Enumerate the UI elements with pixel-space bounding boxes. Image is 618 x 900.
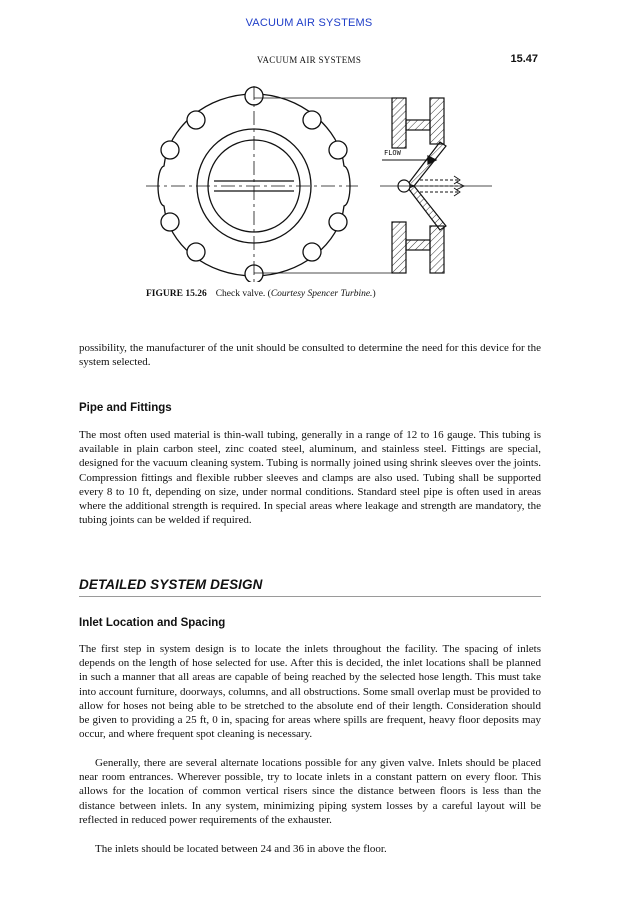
- inlet-paragraph-2: Generally, there are several alternate locations possible for any given valve. Inlets should be placed near room entrances. Wherever possible, try to locate inlets in a constant pattern on every floor. This allows for the location of common vertical risers since the distance between floors is less than the distance between inlets. In any system, minimizing piping system losses by a careful layout will be reflected in reduced power requirements of the exhauster.: [79, 757, 541, 826]
- flange-front-view: [146, 86, 358, 282]
- bolt-notch: [303, 111, 321, 129]
- bolt-notch: [329, 213, 347, 231]
- bolt-notch: [161, 141, 179, 159]
- body-wall-top: [406, 120, 430, 130]
- valve-disc-lower: [408, 186, 446, 230]
- flow-label: FLOW: [384, 149, 401, 157]
- running-head: VACUUM AIR SYSTEMS: [256, 55, 362, 65]
- section-heading-pipe-and-fittings: Pipe and Fittings: [79, 402, 172, 414]
- bolt-notch: [329, 141, 347, 159]
- right-flange-bottom: [430, 226, 444, 273]
- check-valve-figure: [140, 86, 520, 282]
- valve-section-view: [380, 98, 492, 273]
- body-wall-bottom: [406, 240, 430, 250]
- caption-close: ): [372, 289, 376, 299]
- flow-lines: [420, 180, 462, 192]
- book-title-banner: VACUUM AIR SYSTEMS: [245, 17, 373, 29]
- figure-number: FIGURE 15.26: [146, 289, 207, 299]
- right-flange-top: [430, 98, 444, 144]
- caption-credit: Courtesy Spencer Turbine.: [270, 289, 373, 299]
- intro-paragraph: possibility, the manufacturer of the unit should be consulted to determine the need for this device for the system selected.: [79, 342, 541, 369]
- inlet-paragraph-1: The first step in system design is to locate the inlets throughout the facility. The spacing of inlets depends on the length of hose selected for use. After this is decided, the inlet locations shall be planned in such a manner that all areas are capable of being reached by the selected hose length. This must take into account furniture, doorways, columns, and all obstructions. Some small overlap must be provided to allow for hoses not being able to be stretched to the absolute end of their length. Consideration should be given to providing a 25 ft, 0 in, spacing for areas where spills are frequent, heavy floor deposits may occur, and where frequent spot cleaning is necessary.: [79, 643, 541, 741]
- left-flange-bottom: [392, 222, 406, 273]
- pipe-fittings-paragraph: The most often used material is thin-wall tubing, generally in a range of 12 to 16 gauge. This tubing is available in plain carbon steel, zinc coated steel, aluminum, and stainless steel. Fittings are special, designed for the vacuum cleaning system. Tubing is normally joined using shrink sleeves over the joints. Compression fittings and flexible rubber sleeves and clamps are also used. Tubing shall be supported every 8 to 10 ft, depending on size, under normal conditions. Standard steel pipe is often used in areas where the additional strength is required. In special areas where leakage and strength are mandatory, the tubing joints can be welded if required.: [79, 429, 541, 527]
- section-heading-inlet-location: Inlet Location and Spacing: [79, 617, 226, 629]
- bolt-notch: [303, 243, 321, 261]
- figure-caption: [146, 289, 376, 299]
- valve-disc-upper: [408, 142, 446, 186]
- left-flange-top: [392, 98, 406, 148]
- inlet-paragraph-3: The inlets should be located between 24 and 36 in above the floor.: [95, 843, 387, 855]
- bolt-notch: [187, 111, 205, 129]
- projection-lines: [254, 98, 392, 273]
- caption-text: Check valve. (: [215, 289, 271, 299]
- section-heading-detailed-system-design: DETAILED SYSTEM DESIGN: [79, 577, 541, 597]
- bolt-notch: [187, 243, 205, 261]
- bolt-notch: [161, 213, 179, 231]
- page-number: 15.47: [510, 53, 538, 65]
